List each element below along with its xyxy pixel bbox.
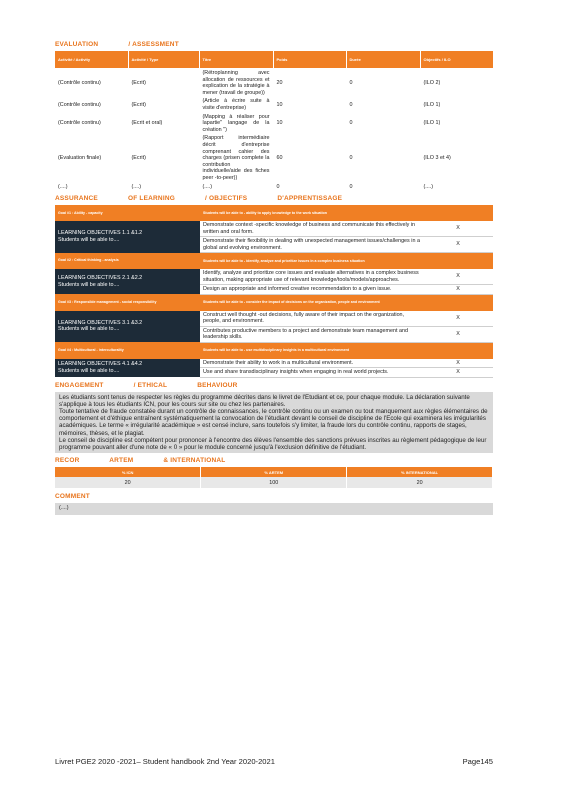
header-activity: Activité / Activity: [55, 51, 128, 68]
objective-mark: X: [423, 368, 493, 378]
recap-title-b: ARTEM: [109, 457, 134, 465]
learning-objective-label: [55, 311, 200, 343]
goal-header-left: Goal #1 : Ability - capacity: [55, 205, 200, 221]
objective-description: Design an appropriate and informed creative recommendation to a given issue.: [200, 285, 423, 295]
document-page: [55, 38, 493, 515]
recap-value-row: [55, 477, 493, 488]
recap-title-c: & INTERNATIONAL: [163, 457, 226, 465]
recap-header-international: % INTERNATIONAL: [347, 467, 493, 477]
recap-header-icn: % ICN: [55, 467, 201, 477]
objective-mark: X: [423, 326, 493, 342]
assurance-title-c: / OBJECTIFS: [205, 195, 248, 203]
cell-ilo: (ILO 3 et 4): [420, 134, 493, 182]
ethics-paragraph: Toute tentative de fraude constatée durant un contrôle de connaissances, le contrôle continu ou un examen ou tout manquement aux règles élémentaires de comportement et d'éthique entraînent systématiquement la convocation de l'étudiant devant le conseil de discipline de l'Ecole qui examinera les irrégularités académiques. Le terme « irrégularité académique » est censé inclure, sans toutefois s'y limiter, la fraude lors du contrôle continu, rapports de stages, mémoires, thèses, et le plagiat.: [59, 408, 488, 437]
cell-activity: (Evaluation finale): [55, 134, 128, 182]
ethics-text-box: [55, 392, 493, 454]
comment-box: (....): [55, 503, 493, 515]
table-row: [55, 134, 493, 182]
assurance-title-a: ASSURANCE: [55, 195, 98, 203]
objective-description: Construct well thought -out decisions, fully aware of their impact on the organization, people, and environment.: [200, 311, 423, 327]
recap-header-artem: % ARTEM: [201, 467, 347, 477]
assurance-title-d: D'APPRENTISSAGE: [277, 195, 343, 203]
learning-objective-subtitle: Students will be able to....: [58, 281, 120, 288]
cell-duration: 0: [346, 183, 420, 192]
goal-header-left: Goal #3 : Responsible management - social responsibility: [55, 294, 200, 311]
cell-activity: (Contrôle continu): [55, 113, 128, 135]
ethics-title-a: ENGAGEMENT: [55, 381, 104, 389]
objective-description: Demonstrate context -specific knowledge of business and communicate this effectively in written and oral form.: [200, 221, 423, 237]
cell-activity: (....): [55, 183, 128, 192]
learning-objective-label: [55, 269, 200, 294]
cell-title: (Rapport intermédiaire décrit d'entreprise comprenant cahier des charges (prisen complete la contribution individuelle/aide des fiches peer -to-peer)): [199, 134, 273, 182]
table-row: [55, 183, 493, 192]
objective-description: Demonstrate their ability to work in a multicultural environment.: [200, 359, 423, 368]
cell-type: (Ecrit): [128, 134, 199, 182]
cell-activity: (Contrôle continu): [55, 68, 128, 97]
evaluation-title-a: EVALUATION: [55, 41, 99, 48]
evaluation-header-row: [55, 51, 493, 68]
goal-header-row: [55, 294, 493, 311]
evaluation-table: [55, 51, 494, 191]
learning-objective-title: LEARNING OBJECTIVES 2.1 &2.2: [58, 275, 143, 282]
table-row: [55, 97, 493, 112]
objective-mark: X: [423, 359, 493, 368]
objective-description: Identify, analyze and prioritize core issues and evaluate alternatives in a complex business situation, making appropriate use of relevant knowledge/tools/models/approaches.: [200, 269, 423, 285]
learning-objective-subtitle: Students will be able to....: [58, 326, 120, 333]
learning-objective-title: LEARNING OBJECTIVES 3.1 &3.2: [58, 319, 143, 326]
learning-objective-title: LEARNING OBJECTIVES 1.1 &1.2: [58, 230, 143, 237]
learning-objective-subtitle: Students will be able to....: [58, 367, 120, 374]
objective-mark: X: [423, 237, 493, 253]
learning-objective-label: [55, 221, 200, 253]
cell-title: (Article à écrire suite à visite d'entreprise): [199, 97, 273, 112]
cell-ilo: (ILO 1): [420, 113, 493, 135]
objective-mark: X: [423, 269, 493, 285]
assurance-title: [55, 194, 493, 203]
cell-title: (Rétroplanning avec allocation de ressources et explication de la stratégie à mener (travail de groupe)): [199, 68, 273, 97]
cell-activity: (Contrôle continu): [55, 97, 128, 112]
cell-duration: 0: [346, 113, 420, 135]
footer-left: Livret PGE2 2020 -2021– Student handbook 2nd Year 2020-2021: [55, 757, 275, 766]
table-row: [55, 68, 493, 97]
recap-table: [55, 467, 493, 488]
recap-value-international: 20: [347, 477, 493, 488]
goal-header-row: [55, 205, 493, 221]
evaluation-title-b: / ASSESSMENT: [128, 41, 179, 48]
cell-type: (Ecrit et oral): [128, 113, 199, 135]
recap-title: [55, 456, 493, 465]
recap-header-row: [55, 467, 493, 477]
header-weight: Poids: [273, 51, 346, 68]
cell-weight: 10: [273, 97, 346, 112]
cell-title: (Mapping à réaliser pour lapartie" langage de la création "): [199, 113, 273, 135]
objective-row: [55, 311, 493, 327]
cell-ilo: (....): [420, 183, 493, 192]
objective-mark: X: [423, 221, 493, 237]
objective-description: Demonstrate their flexibility in dealing with unexpected management issues/challenges in a global and evolving environment.: [200, 237, 423, 253]
learning-objectives-table: [55, 205, 493, 378]
comment-title: COMMENT: [55, 493, 90, 501]
header-ilo: Objectifs / ILO: [420, 51, 493, 68]
cell-title: (....): [199, 183, 273, 192]
cell-type: (Ecrit): [128, 68, 199, 97]
goal-header-row: [55, 342, 493, 359]
objective-row: [55, 269, 493, 285]
footer-page-number: Page145: [462, 757, 493, 766]
objective-description: Contributes productive members to a project and demonstrate team management and leadership skills.: [200, 326, 423, 342]
learning-objective-title: LEARNING OBJECTIVES 4.1 &4.2: [58, 361, 143, 368]
goal-header-row: [55, 253, 493, 270]
table-row: [55, 113, 493, 135]
cell-ilo: (ILO 1): [420, 97, 493, 112]
ethics-paragraph: Les étudiants sont tenus de respecter les règles du programme décrites dans le livret de l'Etudiant et ce, pour chaque module. La déclaration suivante s'applique à tous les étudiants ICN, pour les cours sur site ou chez les partenaires.: [59, 393, 470, 408]
cell-weight: 20: [273, 68, 346, 97]
cell-weight: 10: [273, 113, 346, 135]
cell-type: (....): [128, 183, 199, 192]
learning-objective-subtitle: Students will be able to....: [58, 236, 120, 243]
cell-duration: 0: [346, 97, 420, 112]
objective-mark: X: [423, 311, 493, 327]
goal-header-right: Students will be able to - consider the impact of decisions on the organization, people and environment: [200, 294, 493, 311]
header-type: Activité / Type: [128, 51, 199, 68]
goal-header-right: Students will be able to - ability to apply knowledge to the work situation: [200, 205, 493, 221]
ethics-paragraph: Le conseil de discipline est compétent pour prononcer à l'encontre des élèves l'ensemble des sanctions prévues inscrites au règlement pédagogique de leur programme pouvant aller d'une note de « 0 » pour le module concerné jusqu'à l'exclusion définitive de l'étudiant.: [59, 436, 487, 452]
header-duration: Durée: [346, 51, 420, 68]
recap-value-icn: 20: [55, 477, 201, 488]
header-title: Titre: [199, 51, 273, 68]
evaluation-title: [55, 40, 493, 49]
objective-row: [55, 221, 493, 237]
objective-mark: X: [423, 285, 493, 295]
ethics-title: [55, 381, 493, 390]
ethics-title-b: / ETHICAL: [133, 381, 168, 389]
goal-header-right: Students will be able to - identify, analyze and prioritize issues in a complex business situation: [200, 253, 493, 270]
cell-type: (Ecrit): [128, 97, 199, 112]
goal-header-left: Goal #4 : Multicultural - interculturality: [55, 342, 200, 359]
page-footer: [55, 757, 493, 766]
cell-weight: 0: [273, 183, 346, 192]
cell-weight: 60: [273, 134, 346, 182]
recap-value-artem: 100: [201, 477, 347, 488]
ethics-title-c: BEHAVIOUR: [197, 381, 238, 389]
goal-header-right: Students will be able to - use multidisciplinary insights in a multicultural environment: [200, 342, 493, 359]
cell-ilo: (ILO 2): [420, 68, 493, 97]
goal-header-left: Goal #2 : Critical thinking - analysis: [55, 253, 200, 270]
cell-duration: 0: [346, 134, 420, 182]
objective-row: [55, 359, 493, 368]
objective-description: Use and share transdisciplinary insights when engaging in real world projects.: [200, 368, 423, 378]
assurance-title-b: OF LEARNING: [128, 195, 175, 203]
recap-title-a: RECOR: [55, 457, 80, 465]
learning-objective-label: [55, 359, 200, 378]
cell-duration: 0: [346, 68, 420, 97]
